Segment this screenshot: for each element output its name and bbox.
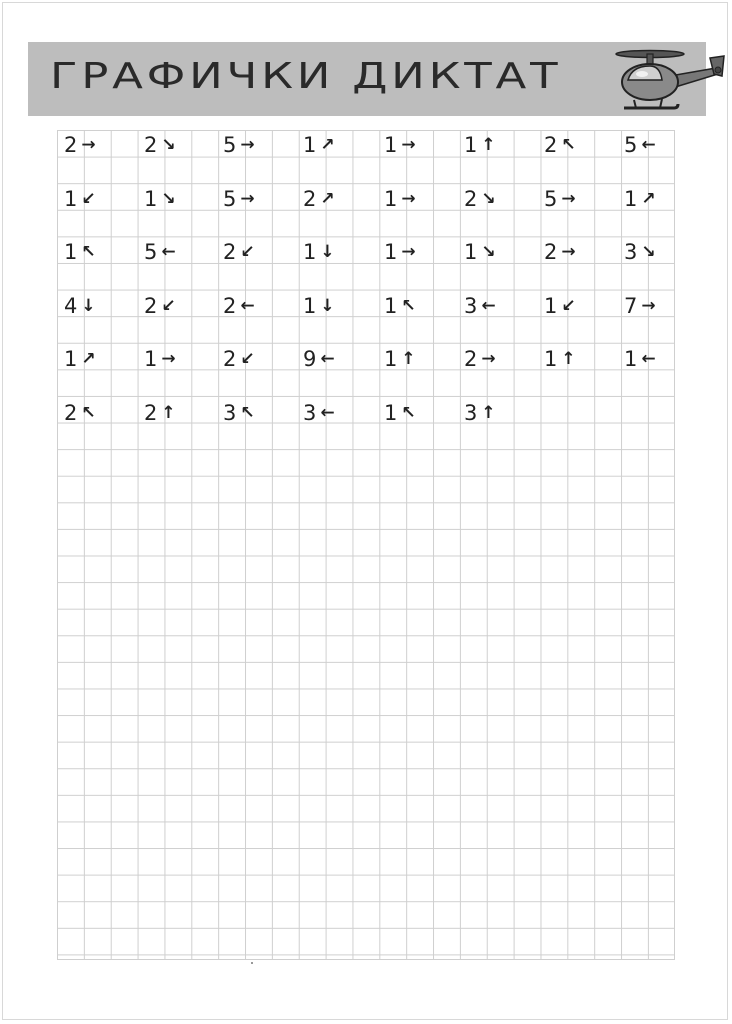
step-count: 1 — [144, 187, 158, 211]
step-count: 3 — [223, 401, 237, 425]
step-count: 1 — [64, 240, 78, 264]
direction-arrow-icon: ↗ — [641, 189, 656, 209]
direction-arrow-icon: ↘ — [641, 242, 656, 262]
direction-arrow-icon: ↙ — [240, 349, 255, 369]
direction-arrow-icon: ↙ — [161, 296, 176, 316]
command-cell — [303, 398, 373, 428]
command-cell — [464, 130, 534, 160]
command-cell — [64, 184, 134, 214]
command-cell — [464, 398, 534, 428]
command-cell — [144, 184, 214, 214]
command-row — [57, 130, 697, 160]
step-count: 3 — [464, 294, 478, 318]
step-count: 1 — [624, 187, 638, 211]
step-count: 2 — [303, 187, 317, 211]
command-cell — [303, 237, 373, 267]
command-cell — [544, 291, 614, 321]
step-count: 2 — [64, 133, 78, 157]
direction-arrow-icon: ↖ — [401, 403, 416, 423]
step-count: 1 — [144, 347, 158, 371]
command-cell — [303, 344, 373, 374]
step-count: 1 — [464, 133, 478, 157]
command-row — [57, 237, 697, 267]
step-count: 1 — [624, 347, 638, 371]
helicopter-icon — [612, 46, 732, 116]
step-count: 2 — [223, 240, 237, 264]
step-count: 2 — [223, 347, 237, 371]
step-count: 3 — [303, 401, 317, 425]
direction-arrow-icon: ↑ — [401, 349, 416, 369]
page-mark — [251, 962, 253, 964]
command-cell — [464, 184, 534, 214]
command-cell — [223, 398, 293, 428]
command-cell — [624, 291, 694, 321]
command-cell — [544, 237, 614, 267]
command-row — [57, 184, 697, 214]
direction-arrow-icon: ↗ — [81, 349, 96, 369]
direction-arrow-icon: ← — [240, 296, 255, 316]
step-count: 5 — [223, 133, 237, 157]
command-cell — [544, 344, 614, 374]
direction-arrow-icon: → — [481, 349, 496, 369]
command-cell — [223, 130, 293, 160]
command-cell — [144, 291, 214, 321]
step-count: 1 — [303, 240, 317, 264]
command-cell — [624, 130, 694, 160]
command-cell — [144, 398, 214, 428]
command-cell — [303, 291, 373, 321]
command-cell — [64, 237, 134, 267]
command-cell — [624, 184, 694, 214]
step-count: 2 — [464, 347, 478, 371]
step-count: 1 — [384, 240, 398, 264]
step-count: 1 — [384, 187, 398, 211]
direction-arrow-icon: ↖ — [240, 403, 255, 423]
command-cell — [624, 237, 694, 267]
direction-arrow-icon: ↘ — [161, 189, 176, 209]
direction-arrow-icon: ↙ — [81, 189, 96, 209]
command-cell — [384, 291, 454, 321]
direction-arrow-icon: ↙ — [240, 242, 255, 262]
step-count: 3 — [464, 401, 478, 425]
command-cell — [64, 344, 134, 374]
command-cell — [464, 237, 534, 267]
direction-arrow-icon: ← — [641, 349, 656, 369]
step-count: 5 — [223, 187, 237, 211]
step-count: 1 — [64, 187, 78, 211]
step-count: 2 — [544, 240, 558, 264]
step-count: 1 — [384, 347, 398, 371]
command-cell — [223, 344, 293, 374]
direction-arrow-icon: → — [240, 189, 255, 209]
direction-arrow-icon: ↖ — [81, 403, 96, 423]
direction-arrow-icon: ↓ — [81, 296, 96, 316]
command-cell — [223, 237, 293, 267]
command-cell — [384, 237, 454, 267]
direction-arrow-icon: ↖ — [401, 296, 416, 316]
step-count: 1 — [64, 347, 78, 371]
direction-arrow-icon: ↖ — [561, 135, 576, 155]
step-count: 2 — [64, 401, 78, 425]
step-count: 1 — [303, 294, 317, 318]
direction-arrow-icon: → — [401, 135, 416, 155]
direction-arrow-icon: → — [401, 242, 416, 262]
step-count: 3 — [624, 240, 638, 264]
direction-arrow-icon: → — [641, 296, 656, 316]
command-row — [57, 344, 697, 374]
command-cell — [223, 184, 293, 214]
direction-arrow-icon: ↘ — [481, 189, 496, 209]
command-cell — [144, 237, 214, 267]
direction-arrow-icon: → — [161, 349, 176, 369]
page-title: ГРАФИЧКИ ДИКТАТ — [50, 56, 562, 97]
step-count: 1 — [544, 294, 558, 318]
command-row — [57, 398, 697, 428]
direction-arrow-icon: ↑ — [561, 349, 576, 369]
command-cell — [384, 184, 454, 214]
direction-arrow-icon: ↖ — [81, 242, 96, 262]
direction-arrow-icon: ↑ — [481, 135, 496, 155]
command-cell — [303, 184, 373, 214]
command-cell — [544, 184, 614, 214]
step-count: 1 — [464, 240, 478, 264]
step-count: 9 — [303, 347, 317, 371]
step-count: 5 — [544, 187, 558, 211]
direction-arrow-icon: ← — [320, 403, 335, 423]
direction-arrow-icon: ↑ — [481, 403, 496, 423]
command-cell — [464, 291, 534, 321]
command-cell — [64, 130, 134, 160]
command-cell — [384, 398, 454, 428]
direction-arrow-icon: ↙ — [561, 296, 576, 316]
direction-arrow-icon: ↗ — [320, 189, 335, 209]
direction-arrow-icon: ↑ — [161, 403, 176, 423]
step-count: 4 — [64, 294, 78, 318]
command-cell — [303, 130, 373, 160]
direction-arrow-icon: ↘ — [161, 135, 176, 155]
step-count: 2 — [544, 133, 558, 157]
step-count: 1 — [384, 294, 398, 318]
direction-arrow-icon: ← — [481, 296, 496, 316]
command-cell — [384, 344, 454, 374]
command-cell — [384, 130, 454, 160]
direction-arrow-icon: → — [561, 189, 576, 209]
step-count: 2 — [464, 187, 478, 211]
command-cell — [64, 398, 134, 428]
step-count: 1 — [384, 133, 398, 157]
step-count: 2 — [223, 294, 237, 318]
step-count: 1 — [544, 347, 558, 371]
step-count: 2 — [144, 401, 158, 425]
direction-arrow-icon: ↘ — [481, 242, 496, 262]
step-count: 1 — [384, 401, 398, 425]
command-cell — [144, 344, 214, 374]
direction-arrow-icon: → — [81, 135, 96, 155]
command-cell — [464, 344, 534, 374]
title-banner — [28, 42, 706, 116]
command-cell — [544, 130, 614, 160]
direction-arrow-icon: ← — [161, 242, 176, 262]
command-row — [57, 291, 697, 321]
direction-arrow-icon: ↗ — [320, 135, 335, 155]
direction-arrow-icon: → — [401, 189, 416, 209]
command-cell — [223, 291, 293, 321]
command-cell — [64, 291, 134, 321]
direction-arrow-icon: → — [561, 242, 576, 262]
step-count: 5 — [144, 240, 158, 264]
step-count: 5 — [624, 133, 638, 157]
command-cell — [624, 344, 694, 374]
step-count: 2 — [144, 294, 158, 318]
direction-arrow-icon: ← — [641, 135, 656, 155]
step-count: 7 — [624, 294, 638, 318]
step-count: 2 — [144, 133, 158, 157]
step-count: 1 — [303, 133, 317, 157]
direction-arrow-icon: ← — [320, 349, 335, 369]
direction-arrow-icon: → — [240, 135, 255, 155]
direction-arrow-icon: ↓ — [320, 296, 335, 316]
command-cell — [144, 130, 214, 160]
direction-arrow-icon: ↓ — [320, 242, 335, 262]
